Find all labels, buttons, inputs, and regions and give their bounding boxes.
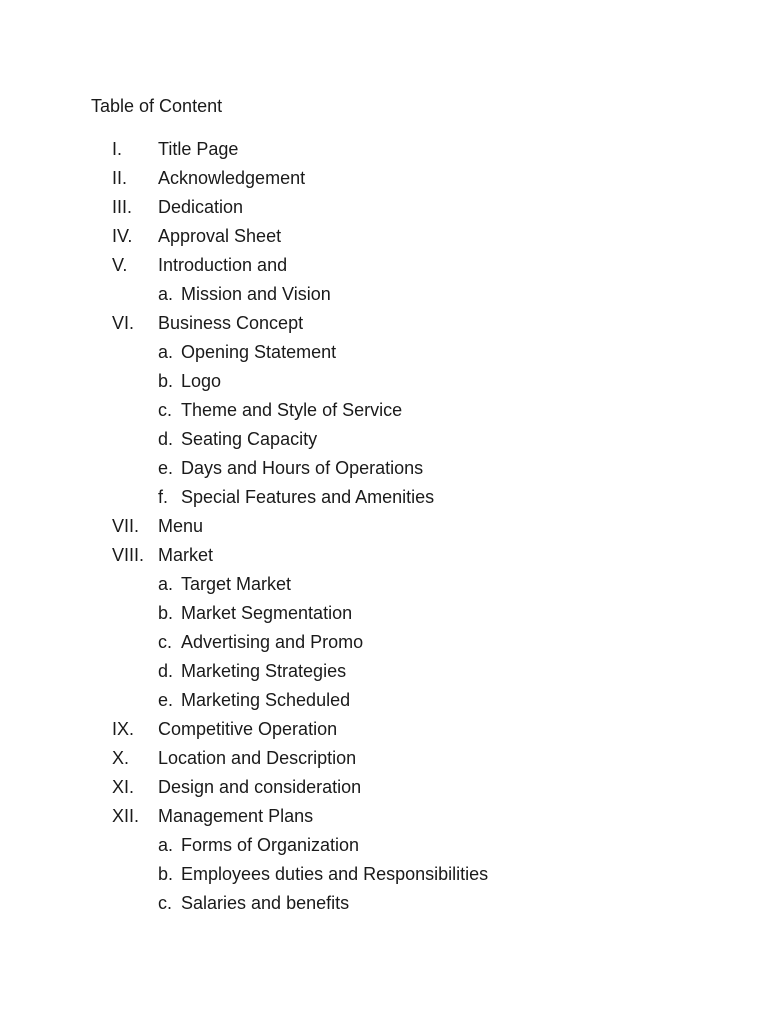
toc-subentry-label: Marketing Scheduled <box>181 690 351 710</box>
toc-subentry-label: Salaries and benefits <box>181 893 350 913</box>
toc-subentry <box>0 454 768 483</box>
toc-entry-label: Management Plans <box>158 806 314 826</box>
toc-entry-numeral: III. <box>112 197 133 217</box>
toc-subentry-label: Logo <box>181 371 222 391</box>
toc-entry-label: Business Concept <box>158 313 304 333</box>
toc-subentry <box>0 338 768 367</box>
toc-entry <box>0 715 768 744</box>
toc-subentry <box>0 831 768 860</box>
toc-subentry <box>0 686 768 715</box>
toc-entry <box>0 164 768 193</box>
toc-entry-label: Design and consideration <box>158 777 362 797</box>
toc-title: Table of Content <box>91 96 223 116</box>
toc-entry-label: Competitive Operation <box>158 719 338 739</box>
toc-entry <box>0 222 768 251</box>
toc-entry <box>0 744 768 773</box>
toc-subentry <box>0 570 768 599</box>
toc-subentry-label: Employees duties and Responsibilities <box>181 864 489 884</box>
toc-entry-numeral: VIII. <box>112 545 145 565</box>
toc-entry-numeral: IV. <box>112 226 133 246</box>
toc-entry-label: Approval Sheet <box>158 226 282 246</box>
toc-subentry-letter: b. <box>158 603 174 623</box>
toc-entry-numeral: X. <box>112 748 130 768</box>
toc-subentry-letter: b. <box>158 371 174 391</box>
toc-entry <box>0 773 768 802</box>
toc-subentry-label: Target Market <box>181 574 292 594</box>
toc-subentry-letter: c. <box>158 893 173 913</box>
toc-entry-numeral: IX. <box>112 719 135 739</box>
toc-subentry <box>0 280 768 309</box>
toc-subentry <box>0 889 768 918</box>
toc-subentry-label: Opening Statement <box>181 342 337 362</box>
toc-subentry-letter: c. <box>158 632 173 652</box>
toc-entry-label: Dedication <box>158 197 244 217</box>
toc-entry-numeral: I. <box>112 139 123 159</box>
toc-entry-numeral: VII. <box>112 516 140 536</box>
toc-entry <box>0 512 768 541</box>
toc-subentry <box>0 599 768 628</box>
toc-subentry-label: Forms of Organization <box>181 835 360 855</box>
toc-subentry <box>0 367 768 396</box>
toc-subentry <box>0 628 768 657</box>
toc-entry-label: Title Page <box>158 139 239 159</box>
toc-subentry-letter: e. <box>158 690 174 710</box>
toc-entry-label: Menu <box>158 516 204 536</box>
toc-entry <box>0 802 768 831</box>
toc-subentry-letter: a. <box>158 342 174 362</box>
toc-subentry-label: Market Segmentation <box>181 603 353 623</box>
toc-list <box>0 135 768 918</box>
toc-entry <box>0 309 768 338</box>
toc-subentry-letter: a. <box>158 835 174 855</box>
toc-entry-label: Introduction and <box>158 255 288 275</box>
toc-entry-numeral: II. <box>112 168 128 188</box>
toc-subentry-letter: e. <box>158 458 174 478</box>
toc-entry <box>0 541 768 570</box>
toc-subentry-label: Marketing Strategies <box>181 661 347 681</box>
toc-subentry-letter: d. <box>158 429 174 449</box>
toc-entry-label: Market <box>158 545 214 565</box>
toc-entry-numeral: XI. <box>112 777 135 797</box>
toc-entry-label: Acknowledgement <box>158 168 306 188</box>
toc-subentry-letter: c. <box>158 400 173 420</box>
toc-entry <box>0 251 768 280</box>
toc-subentry <box>0 396 768 425</box>
toc-entry <box>0 135 768 164</box>
toc-subentry-label: Mission and Vision <box>181 284 331 304</box>
toc-subentry-letter: f. <box>158 487 169 507</box>
toc-subentry-letter: a. <box>158 574 174 594</box>
toc-subentry <box>0 657 768 686</box>
toc-entry-numeral: XII. <box>112 806 140 826</box>
toc-subentry-letter: a. <box>158 284 174 304</box>
toc-subentry-label: Advertising and Promo <box>181 632 364 652</box>
toc-entry <box>0 193 768 222</box>
toc-subentry-label: Days and Hours of Operations <box>181 458 424 478</box>
toc-subentry-label: Special Features and Amenities <box>181 487 435 507</box>
toc-entry-numeral: V. <box>112 255 128 275</box>
toc-subentry-letter: d. <box>158 661 174 681</box>
toc-subentry-label: Theme and Style of Service <box>181 400 403 420</box>
toc-entry-label: Location and Description <box>158 748 357 768</box>
toc-entry-numeral: VI. <box>112 313 135 333</box>
toc-subentry <box>0 483 768 512</box>
toc-subentry <box>0 425 768 454</box>
toc-subentry-letter: b. <box>158 864 174 884</box>
toc-subentry-label: Seating Capacity <box>181 429 318 449</box>
toc-subentry <box>0 860 768 889</box>
